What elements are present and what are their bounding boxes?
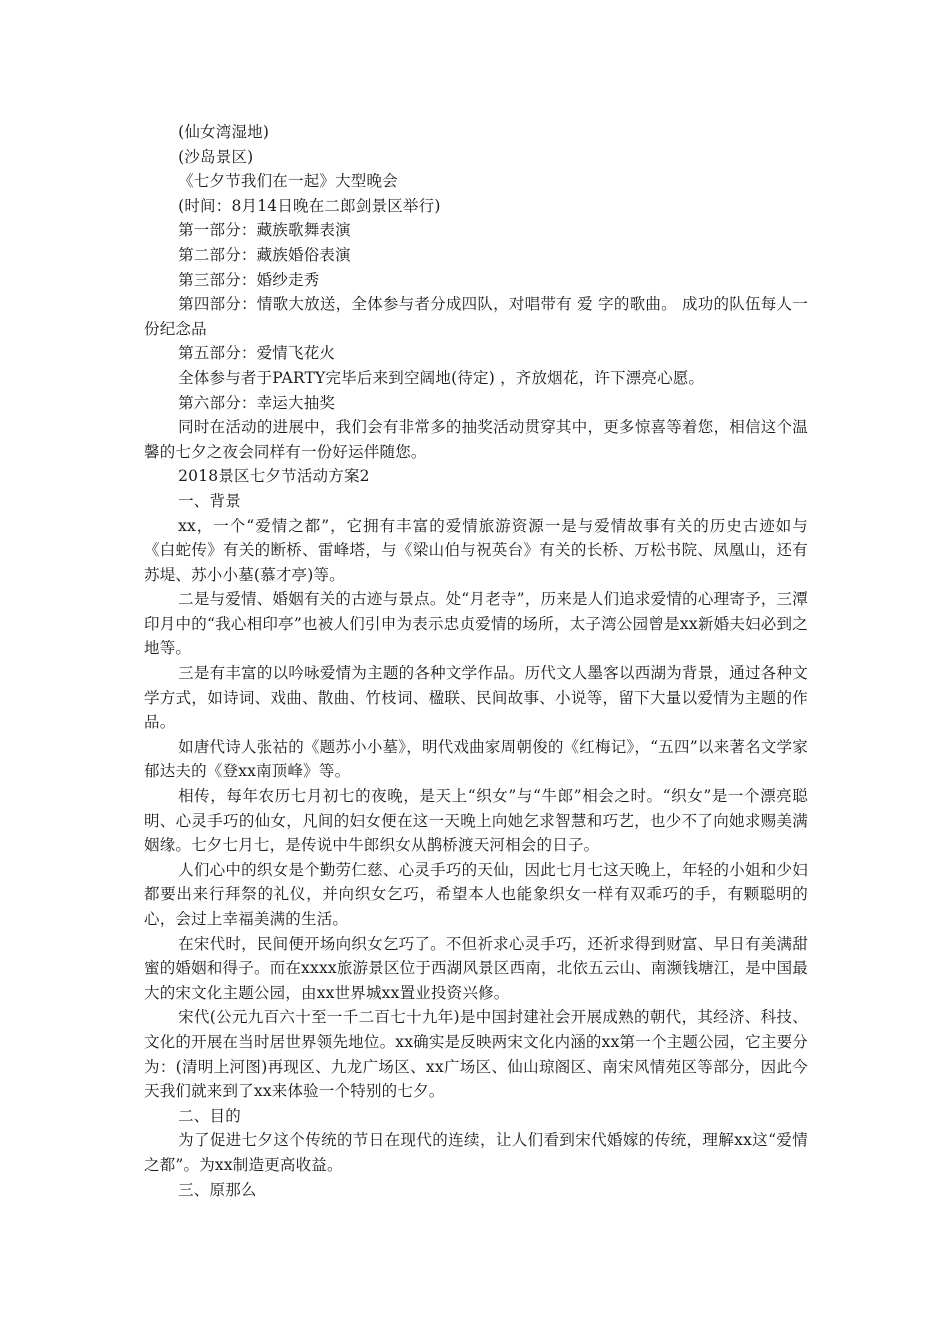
paragraph-part-3: 第三部分：婚纱走秀 [178, 270, 320, 289]
paragraph-gala-time: (时间：8月14日晚在二郎剑景区举行) [178, 196, 441, 215]
paragraph-part-6: 第六部分：幸运大抽奖 [178, 393, 336, 412]
paragraph-lottery: 同时在活动的进展中，我们会有非常多的抽奖活动贯穿其中，更多惊喜等着您，相信这个温馨的七夕之夜会同样有一份好运伴随您。 [144, 418, 808, 461]
paragraph-part-5: 第五部分：爱情飞花火 [178, 344, 336, 363]
section-title-plan-2: 2018景区七夕节活动方案2 [178, 467, 370, 486]
paragraph-song-dynasty-2: 宋代(公元九百六十至一千二百七十九年)是中国封建社会开展成熟的朝代，其经济、科技、文化的开展在当时居世界领先地位。xx确实是反映两宋文化内涵的xx第一个主题公园，它主要分为：(清明上河图)再现区、九龙广场区、xx广场区、仙山琼阁区、南宋风情苑区等部分，因此今天我们就来到了xx来体验一个特别的七夕。 [144, 1008, 808, 1101]
paragraph-background-1: xx，一个“爱情之都”，它拥有丰富的爱情旅游资源一是与爱情故事有关的历史古迹如与《白蛇传》有关的断桥、雷峰塔，与《梁山伯与祝英台》有关的长桥、万松书院、凤凰山，还有苏堤、苏小小墓(慕才亭)等。 [144, 516, 808, 584]
heading-purpose: 二、目的 [178, 1106, 241, 1125]
paragraph-legend-1: 相传，每年农历七月初七的夜晚，是天上“织女”与“牛郎”相会之时。“织女”是一个漂亮聪明、心灵手巧的仙女，凡间的妇女便在这一天晚上向她乞求智慧和巧艺，也少不了向她求赐美满姻缘。七夕七月七，是传说中牛郎织女从鹊桥渡天河相会的日子。 [144, 787, 808, 855]
paragraph-part-1: 第一部分：藏族歌舞表演 [178, 221, 351, 240]
paragraph-background-2: 二是与爱情、婚姻有关的古迹与景点。处“月老寺”，历来是人们追求爱情的心理寄予，三潭印月中的“我心相印亭”也被人们引申为表示忠贞爱情的场所，太子湾公园曾是xx新婚夫妇必到之地等。 [144, 590, 808, 658]
paragraph-legend-2: 人们心中的织女是个勤劳仁慈、心灵手巧的天仙，因此七月七这天晚上，年轻的小姐和少妇都要出来行拜祭的礼仪，并向织女乞巧，希望本人也能象织女一样有双乖巧的手，有颗聪明的心，会过上幸福美满的生活。 [144, 860, 808, 928]
paragraph-part-4: 第四部分：情歌大放送，全体参与者分成四队，对唱带有 爱 字的歌曲。 成功的队伍每人一份纪念品 [144, 295, 808, 338]
paragraph-song-dynasty-1: 在宋代时，民间便开场向织女乞巧了。不但祈求心灵手巧，还祈求得到财富、早日有美满甜蜜的婚姻和得子。而在xxxx旅游景区位于西湖风景区西南，北依五云山、南濒钱塘江，是中国最大的宋文化主题公园，由xx世界城xx置业投资兴修。 [144, 934, 808, 1002]
paragraph-gala-title: 《七夕节我们在一起》大型晚会 [178, 172, 398, 191]
heading-principles: 三、原那么 [178, 1180, 257, 1199]
paragraph-venue-2: (沙岛景区) [178, 147, 254, 166]
paragraph-part-2: 第二部分：藏族婚俗表演 [178, 245, 351, 264]
paragraph-purpose: 为了促进七夕这个传统的节日在现代的连续，让人们看到宋代婚嫁的传统，理解xx这“爱情之都”。为xx制造更高收益。 [144, 1131, 808, 1174]
paragraph-background-3: 三是有丰富的以吟咏爱情为主题的各种文学作品。历代文人墨客以西湖为背景，通过各种文学方式，如诗词、戏曲、散曲、竹枝词、楹联、民间故事、小说等，留下大量以爱情为主题的作品。 [144, 664, 808, 732]
paragraph-background-4: 如唐代诗人张祜的《题苏小小墓》，明代戏曲家周朝俊的《红梅记》，“五四”以来著名文学家郁达夫的《登xx南顶峰》等。 [144, 737, 808, 781]
paragraph-fireworks: 全体参与者于PARTY完毕后来到空阔地(待定) ，齐放烟花，许下漂亮心愿。 [178, 368, 705, 387]
document-page [144, 120, 808, 1202]
heading-background: 一、背景 [178, 491, 241, 510]
paragraph-venue-1: (仙女湾湿地) [178, 123, 270, 141]
